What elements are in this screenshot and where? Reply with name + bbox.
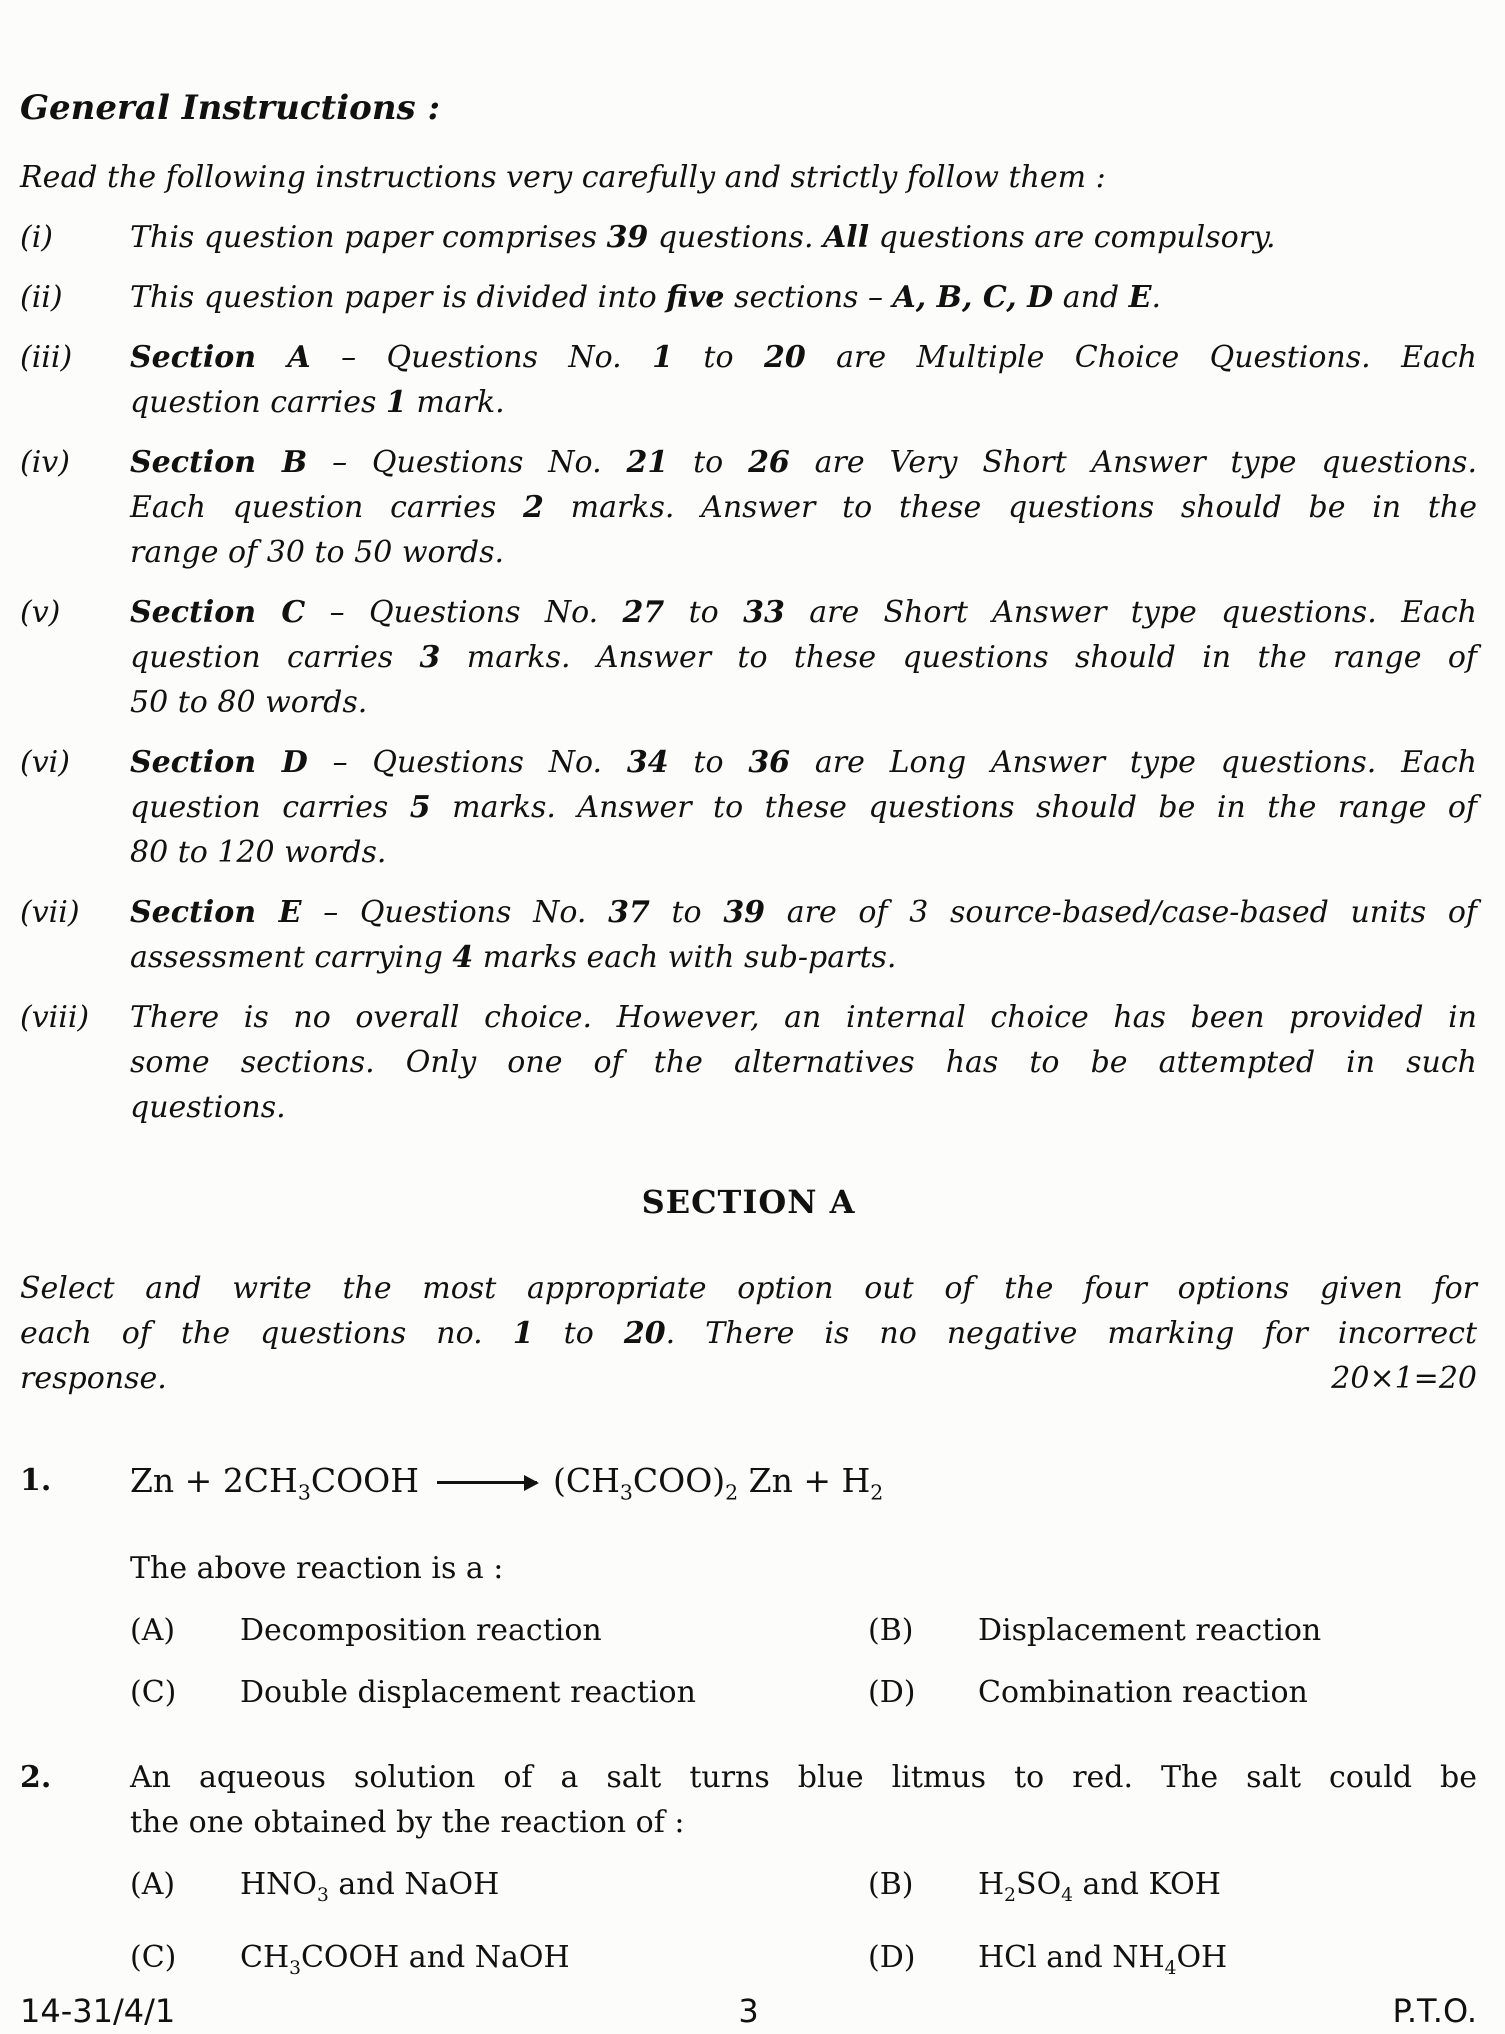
option-text-a: $HNO_3$ and NaOH	[240, 1866, 500, 1906]
option-label-d: (D)	[868, 1939, 916, 1975]
question-2-number: 2.	[20, 1759, 52, 1795]
section-a-intro-line: each of the questions no. 1 to 20. There is no negative marking for incorrect	[20, 1316, 1477, 1351]
instruction-line: 50 to 80 words.	[130, 685, 368, 720]
section-a-title: SECTION A	[641, 1183, 856, 1221]
instruction-line: assessment carrying 4 marks each with sub-parts.	[130, 940, 897, 975]
section-a-intro-line: Select and write the most appropriate option out of the four options given for	[20, 1271, 1477, 1306]
instruction-line: Section A – Questions No. 1 to 20 are Multiple Choice Questions. Each	[130, 340, 1477, 375]
instruction-marker-ii: (ii)	[20, 280, 63, 315]
instruction-item-viii	[20, 995, 1477, 1130]
options-row-ab	[130, 1608, 1477, 1653]
instruction-item-iii	[20, 335, 1477, 425]
option-label-c: (C)	[130, 1674, 177, 1710]
option-text-b: Displacement reaction	[978, 1612, 1322, 1648]
instruction-body-iii	[130, 335, 1477, 425]
instruction-line: question carries 3 marks. Answer to these questions should in the range of	[130, 640, 1477, 675]
instruction-marker-v: (v)	[20, 595, 61, 630]
instruction-item-vi	[20, 740, 1477, 875]
general-instructions-section	[20, 86, 1477, 1130]
instruction-body-vi	[130, 740, 1477, 875]
general-instructions-heading: General Instructions :	[20, 88, 441, 128]
options-row-cd	[130, 1935, 1477, 1991]
section-a-intro-last-line	[20, 1356, 1477, 1401]
instruction-item-iv	[20, 440, 1477, 575]
instruction-line: Section B – Questions No. 21 to 26 are Very Short Answer type questions.	[130, 445, 1477, 480]
instruction-body-iv	[130, 440, 1477, 575]
instruction-line: 80 to 120 words.	[130, 835, 387, 870]
instruction-line: questions.	[130, 1090, 286, 1125]
instruction-line: This question paper is divided into five sections – A, B, C, D and E.	[130, 280, 1162, 315]
instruction-line: There is no overall choice. However, an internal choice has been provided in	[130, 1000, 1477, 1035]
question-2-text-line: An aqueous solution of a salt turns blue litmus to red. The salt could be	[130, 1759, 1477, 1795]
instruction-marker-vi: (vi)	[20, 745, 70, 780]
instruction-body-viii	[130, 995, 1477, 1130]
general-instructions-intro: Read the following instructions very carefully and strictly follow them :	[20, 160, 1106, 195]
option-label-a: (A)	[130, 1866, 176, 1902]
option-text-a: Decomposition reaction	[240, 1612, 602, 1648]
instruction-item-v	[20, 590, 1477, 725]
instruction-marker-viii: (viii)	[20, 1000, 90, 1035]
options-row-cd	[130, 1670, 1477, 1715]
question-1-stem: The above reaction is a :	[130, 1550, 504, 1586]
instruction-marker-i: (i)	[20, 220, 54, 255]
question-1-number: 1.	[20, 1463, 52, 1498]
option-label-b: (B)	[868, 1866, 914, 1902]
pto-label: P.T.O.	[1392, 1992, 1477, 2030]
marks-scheme-note: 20×1=20	[1331, 1361, 1477, 1396]
page-number: 3	[738, 1992, 759, 2030]
instruction-line: question carries 1 mark.	[130, 385, 505, 420]
question-1	[20, 1456, 1477, 1715]
instruction-marker-iii: (iii)	[20, 340, 73, 375]
instruction-body-i	[130, 215, 1477, 260]
section-a-instructions	[20, 1266, 1477, 1401]
option-label-c: (C)	[130, 1939, 177, 1975]
options-row-ab	[130, 1862, 1477, 1918]
question-2-body	[130, 1755, 1477, 1991]
instruction-line: Section D – Questions No. 34 to 36 are Long Answer type questions. Each	[130, 745, 1477, 780]
instruction-line: question carries 5 marks. Answer to these questions should be in the range of	[130, 790, 1477, 825]
question-2-text-line: the one obtained by the reaction of :	[130, 1804, 685, 1840]
instruction-item-i	[20, 215, 1477, 260]
question-1-body	[130, 1456, 1477, 1715]
reaction-arrow-icon	[437, 1481, 537, 1484]
option-label-b: (B)	[868, 1612, 914, 1648]
instruction-line: Each question carries 2 marks. Answer to these questions should be in the	[130, 490, 1478, 525]
paper-code: 14-31/4/1	[20, 1992, 176, 2030]
instruction-body-ii	[130, 275, 1477, 320]
option-text-d: Combination reaction	[978, 1674, 1308, 1710]
instruction-item-ii	[20, 275, 1477, 320]
instruction-line: range of 30 to 50 words.	[130, 535, 505, 570]
option-text-d: HCl and $NH_4OH$	[978, 1939, 1228, 1979]
instruction-line: some sections. Only one of the alternatives has to be attempted in such	[130, 1045, 1477, 1080]
instruction-body-v	[130, 590, 1477, 725]
option-text-b: $H_2SO_4$ and KOH	[978, 1866, 1221, 1906]
question-2	[20, 1755, 1477, 1991]
instruction-line: Section C – Questions No. 27 to 33 are Short Answer type questions. Each	[130, 595, 1477, 630]
option-label-a: (A)	[130, 1612, 176, 1648]
instruction-body-vii	[130, 890, 1477, 980]
instruction-marker-iv: (iv)	[20, 445, 70, 480]
option-text-c: $CH_3COOH$ and NaOH	[240, 1939, 570, 1979]
section-a-intro-response: response.	[20, 1361, 167, 1396]
instruction-marker-vii: (vii)	[20, 895, 80, 930]
instruction-line: This question paper comprises 39 questions. All questions are compulsory.	[130, 220, 1276, 255]
instruction-line: Section E – Questions No. 37 to 39 are of 3 source-based/case-based units of	[130, 895, 1477, 930]
instruction-item-vii	[20, 890, 1477, 980]
option-label-d: (D)	[868, 1674, 916, 1710]
chemical-equation: $Zn + 2CH_3COOH$ $(CH_3COO)_2$ $Zn + H_2$	[130, 1461, 884, 1505]
page-footer	[20, 1992, 1477, 2030]
option-text-c: Double displacement reaction	[240, 1674, 696, 1710]
